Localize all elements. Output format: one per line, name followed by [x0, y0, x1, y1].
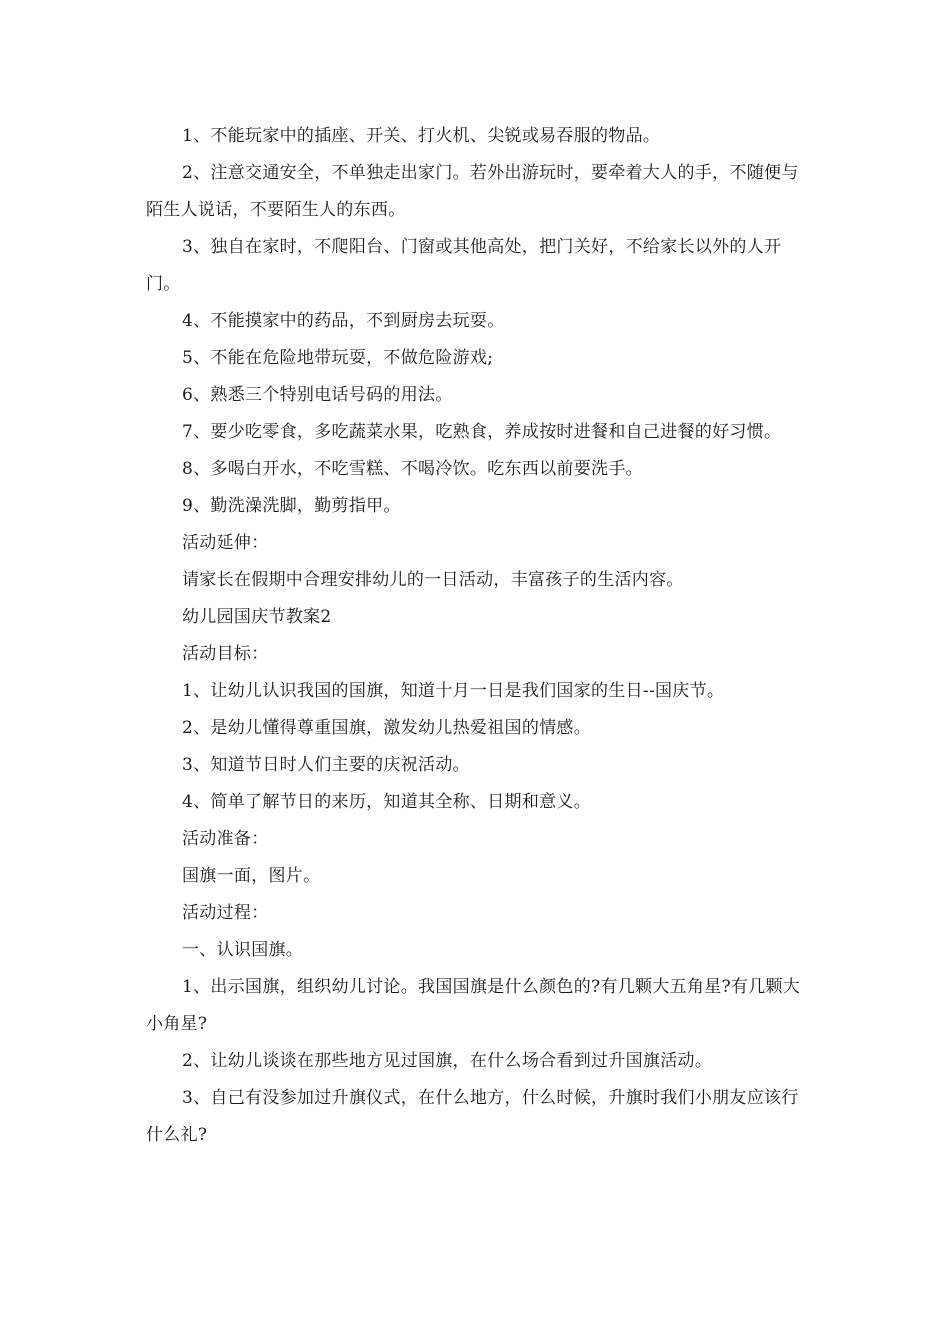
paragraph-item-2: 2、注意交通安全，不单独走出家门。若外出游玩时，要牵着大人的手，不随便与陌生人说话，不要陌生人的东西。 — [146, 163, 799, 220]
paragraph-item-8: 8、多喝白开水，不吃雪糕、不喝冷饮。吃东西以前要洗手。 — [182, 459, 643, 479]
process-item-3: 3、自己有没参加过升旗仪式，在什么地方，什么时候，升旗时我们小朋友应该行什么礼? — [146, 1088, 799, 1145]
section-heading-process: 活动过程： — [182, 903, 269, 923]
process-step-heading: 一、认识国旗。 — [182, 940, 304, 960]
process-item-1: 1、出示国旗，组织幼儿讨论。我国国旗是什么颜色的?有几颗大五角星?有几颗大小角星? — [146, 977, 801, 1034]
goal-item-3: 3、知道节日时人们主要的庆祝活动。 — [182, 755, 470, 775]
preparation-text: 国旗一面，图片。 — [182, 866, 321, 886]
paragraph-item-4: 4、不能摸家中的药品，不到厨房去玩耍。 — [182, 311, 505, 331]
paragraph-item-3: 3、独自在家时，不爬阳台、门窗或其他高处，把门关好，不给家长以外的人开门。 — [146, 237, 782, 294]
section-heading-preparation: 活动准备： — [182, 829, 269, 849]
lesson-title: 幼儿园国庆节教案2 — [182, 607, 332, 627]
paragraph-item-9: 9、勤洗澡洗脚，勤剪指甲。 — [182, 496, 401, 516]
goal-item-2: 2、是幼儿懂得尊重国旗，激发幼儿热爱祖国的情感。 — [182, 718, 592, 738]
paragraph-extension: 请家长在假期中合理安排幼儿的一日活动，丰富孩子的生活内容。 — [182, 570, 684, 590]
process-item-2: 2、让幼儿谈谈在那些地方见过国旗，在什么场合看到过升国旗活动。 — [182, 1051, 713, 1071]
document-body — [146, 118, 806, 1154]
goal-item-4: 4、简单了解节日的来历，知道其全称、日期和意义。 — [182, 792, 592, 812]
section-heading-goals: 活动目标： — [182, 644, 269, 664]
section-heading-extension: 活动延伸： — [182, 533, 269, 553]
goal-item-1: 1、让幼儿认识我国的国旗，知道十月一日是我们国家的生日--国庆节。 — [182, 681, 725, 701]
paragraph-item-7: 7、要少吃零食，多吃蔬菜水果，吃熟食，养成按时进餐和自己进餐的好习惯。 — [182, 422, 782, 442]
paragraph-item-1: 1、不能玩家中的插座、开关、打火机、尖锐或易吞服的物品。 — [182, 126, 661, 146]
paragraph-item-6: 6、熟悉三个特别电话号码的用法。 — [182, 385, 453, 405]
paragraph-item-5: 5、不能在危险地带玩耍，不做危险游戏; — [182, 348, 494, 368]
